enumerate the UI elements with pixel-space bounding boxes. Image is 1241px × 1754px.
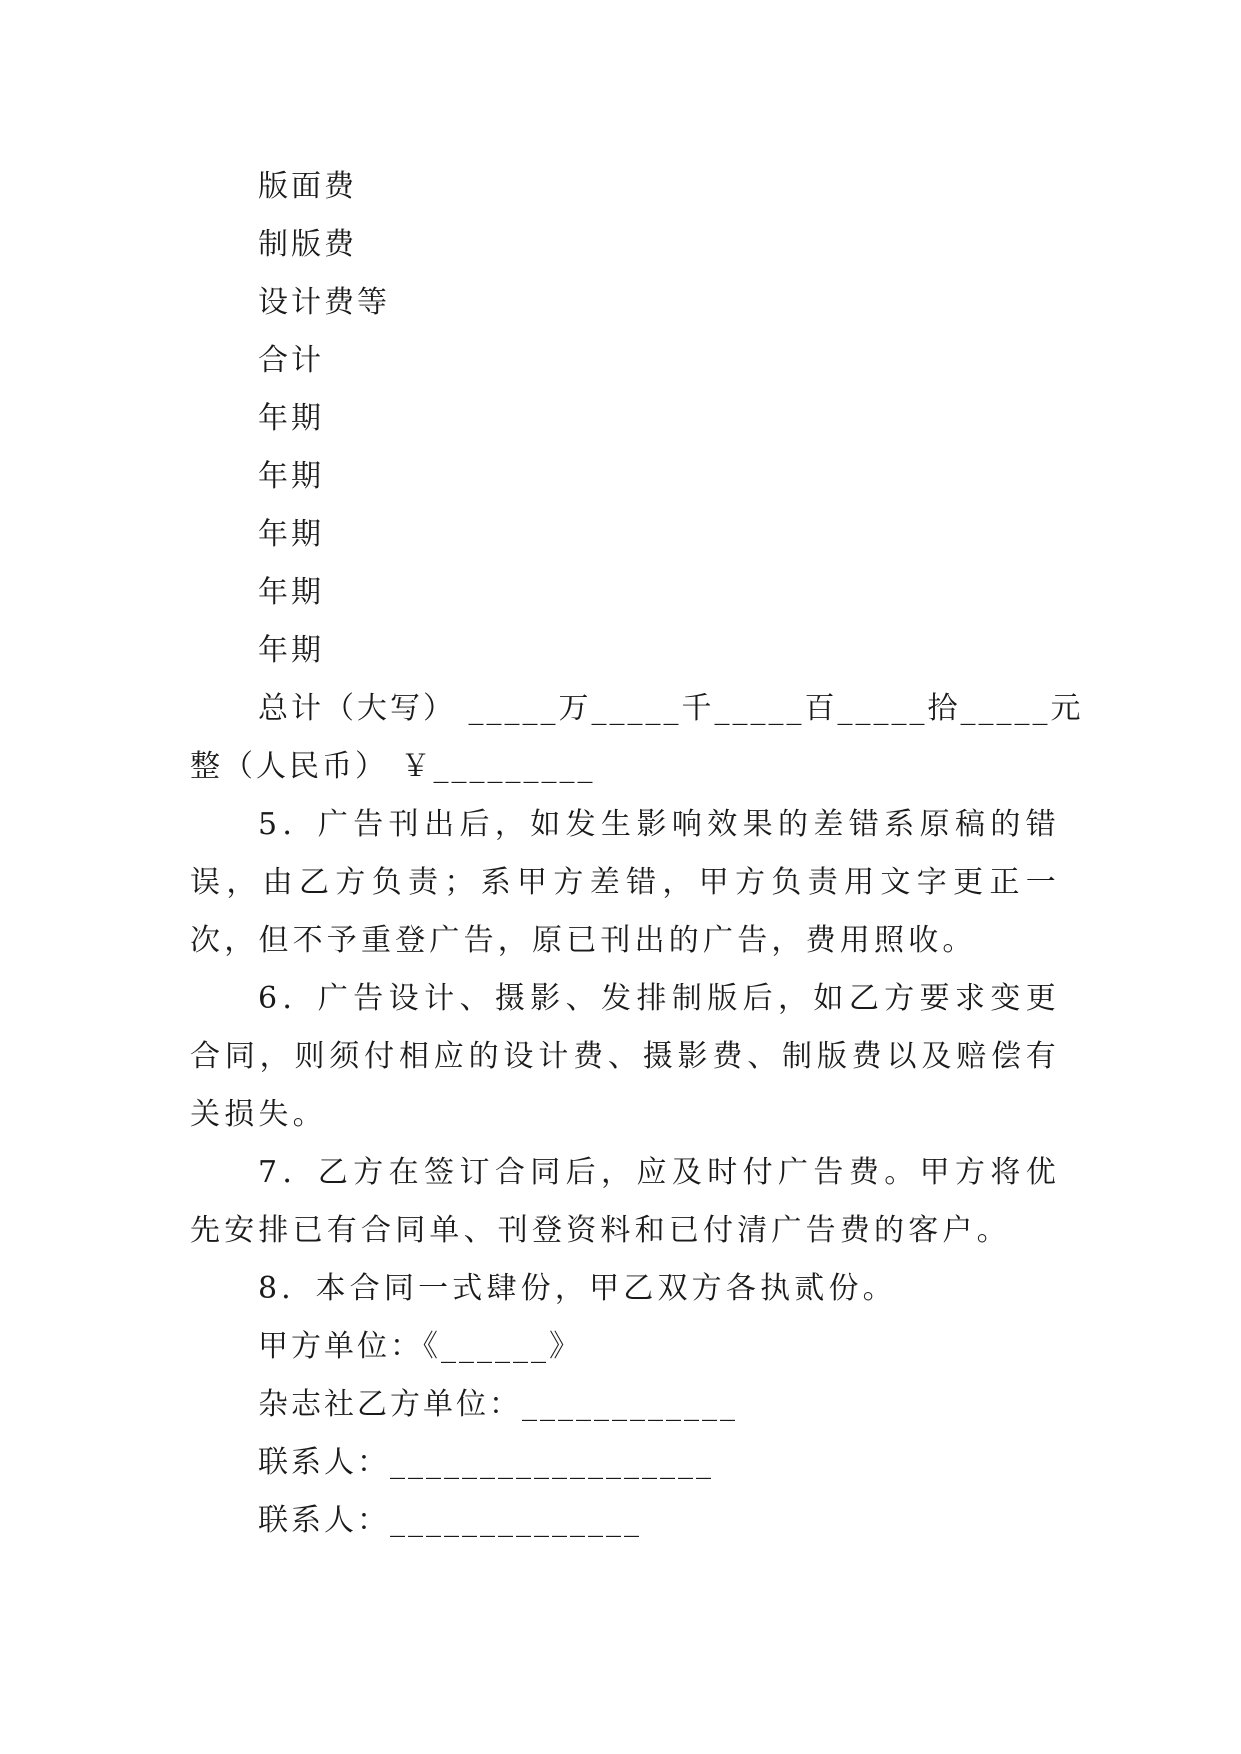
fee-item: 年期 [258, 575, 324, 610]
fee-item: 年期 [258, 633, 324, 668]
fee-item: 合计 [258, 343, 324, 378]
fee-item: 年期 [258, 459, 324, 494]
clause-6: 6．广告设计、摄影、发排制版后，如乙方要求变更合同，则须付相应的设计费、摄影费、制版费以及赔偿有关损失。 [190, 981, 1060, 1132]
party-a-signature: 甲方单位：《______》 [258, 1329, 582, 1364]
fee-item: 年期 [258, 401, 324, 436]
total-amount-line: 总计（大写） _____万_____千_____百_____拾_____元 [258, 691, 1084, 726]
fee-item: 制版费 [258, 227, 357, 262]
document-body [190, 158, 1084, 1550]
clause-8: 8．本合同一式肆份，甲乙双方各执贰份。 [258, 1271, 897, 1306]
contact-person-1: 联系人：__________________ [258, 1445, 714, 1480]
clause-5: 5．广告刊出后，如发生影响效果的差错系原稿的错误，由乙方负责；系甲方差错，甲方负责用文字更正一次，但不予重登广告，原已刊出的广告，费用照收。 [190, 807, 1060, 958]
party-b-signature: 杂志社乙方单位：____________ [258, 1387, 738, 1422]
fee-item: 年期 [258, 517, 324, 552]
total-rmb-line: 整（人民币） ￥_________ [190, 749, 596, 784]
fee-item: 版面费 [258, 169, 357, 204]
fee-item: 设计费等 [258, 285, 390, 320]
contact-person-2: 联系人：______________ [258, 1503, 642, 1538]
clause-7: 7．乙方在签订合同后，应及时付广告费。甲方将优先安排已有合同单、刊登资料和已付清广告费的客户。 [190, 1155, 1060, 1248]
